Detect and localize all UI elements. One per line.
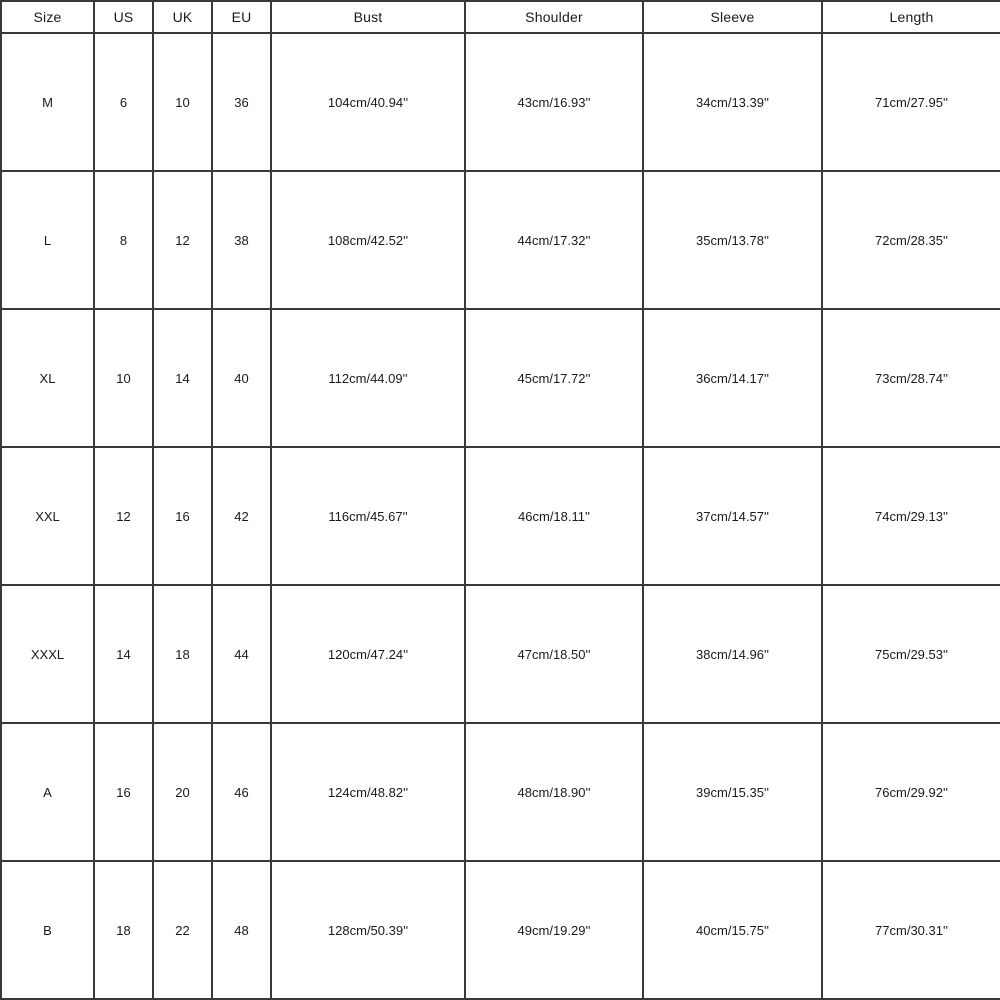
header-row [1, 1, 1000, 33]
cell-uk: 22 [153, 861, 212, 999]
table-row [1, 309, 1000, 447]
cell-eu: 42 [212, 447, 271, 585]
header-size: Size [1, 1, 94, 33]
cell-length: 71cm/27.95'' [822, 33, 1000, 171]
cell-bust: 128cm/50.39'' [271, 861, 465, 999]
cell-bust: 124cm/48.82'' [271, 723, 465, 861]
cell-size: A [1, 723, 94, 861]
header-length: Length [822, 1, 1000, 33]
cell-uk: 14 [153, 309, 212, 447]
cell-length: 73cm/28.74'' [822, 309, 1000, 447]
cell-bust: 120cm/47.24'' [271, 585, 465, 723]
cell-eu: 46 [212, 723, 271, 861]
cell-shoulder: 43cm/16.93'' [465, 33, 643, 171]
cell-us: 18 [94, 861, 153, 999]
table-row [1, 861, 1000, 999]
cell-bust: 108cm/42.52'' [271, 171, 465, 309]
cell-sleeve: 38cm/14.96'' [643, 585, 822, 723]
cell-sleeve: 39cm/15.35'' [643, 723, 822, 861]
cell-shoulder: 44cm/17.32'' [465, 171, 643, 309]
cell-us: 16 [94, 723, 153, 861]
cell-size: XXL [1, 447, 94, 585]
header-eu: EU [212, 1, 271, 33]
cell-bust: 104cm/40.94'' [271, 33, 465, 171]
table-row [1, 723, 1000, 861]
cell-size: M [1, 33, 94, 171]
cell-eu: 36 [212, 33, 271, 171]
cell-size: XL [1, 309, 94, 447]
cell-sleeve: 36cm/14.17'' [643, 309, 822, 447]
cell-length: 77cm/30.31'' [822, 861, 1000, 999]
cell-uk: 20 [153, 723, 212, 861]
cell-eu: 38 [212, 171, 271, 309]
cell-length: 74cm/29.13'' [822, 447, 1000, 585]
cell-sleeve: 35cm/13.78'' [643, 171, 822, 309]
cell-us: 10 [94, 309, 153, 447]
table-row [1, 447, 1000, 585]
header-bust: Bust [271, 1, 465, 33]
cell-length: 76cm/29.92'' [822, 723, 1000, 861]
cell-shoulder: 45cm/17.72'' [465, 309, 643, 447]
cell-shoulder: 46cm/18.11'' [465, 447, 643, 585]
cell-length: 75cm/29.53'' [822, 585, 1000, 723]
header-sleeve: Sleeve [643, 1, 822, 33]
cell-size: XXXL [1, 585, 94, 723]
table-row [1, 585, 1000, 723]
cell-shoulder: 48cm/18.90'' [465, 723, 643, 861]
header-us: US [94, 1, 153, 33]
cell-sleeve: 37cm/14.57'' [643, 447, 822, 585]
cell-size: L [1, 171, 94, 309]
cell-uk: 10 [153, 33, 212, 171]
cell-eu: 40 [212, 309, 271, 447]
cell-bust: 116cm/45.67'' [271, 447, 465, 585]
cell-us: 8 [94, 171, 153, 309]
header-uk: UK [153, 1, 212, 33]
cell-eu: 48 [212, 861, 271, 999]
cell-size: B [1, 861, 94, 999]
cell-sleeve: 34cm/13.39'' [643, 33, 822, 171]
cell-uk: 16 [153, 447, 212, 585]
cell-us: 14 [94, 585, 153, 723]
cell-us: 12 [94, 447, 153, 585]
cell-uk: 18 [153, 585, 212, 723]
cell-us: 6 [94, 33, 153, 171]
cell-sleeve: 40cm/15.75'' [643, 861, 822, 999]
cell-uk: 12 [153, 171, 212, 309]
table-row [1, 33, 1000, 171]
cell-bust: 112cm/44.09'' [271, 309, 465, 447]
table-row [1, 171, 1000, 309]
cell-shoulder: 49cm/19.29'' [465, 861, 643, 999]
header-shoulder: Shoulder [465, 1, 643, 33]
cell-length: 72cm/28.35'' [822, 171, 1000, 309]
cell-shoulder: 47cm/18.50'' [465, 585, 643, 723]
cell-eu: 44 [212, 585, 271, 723]
